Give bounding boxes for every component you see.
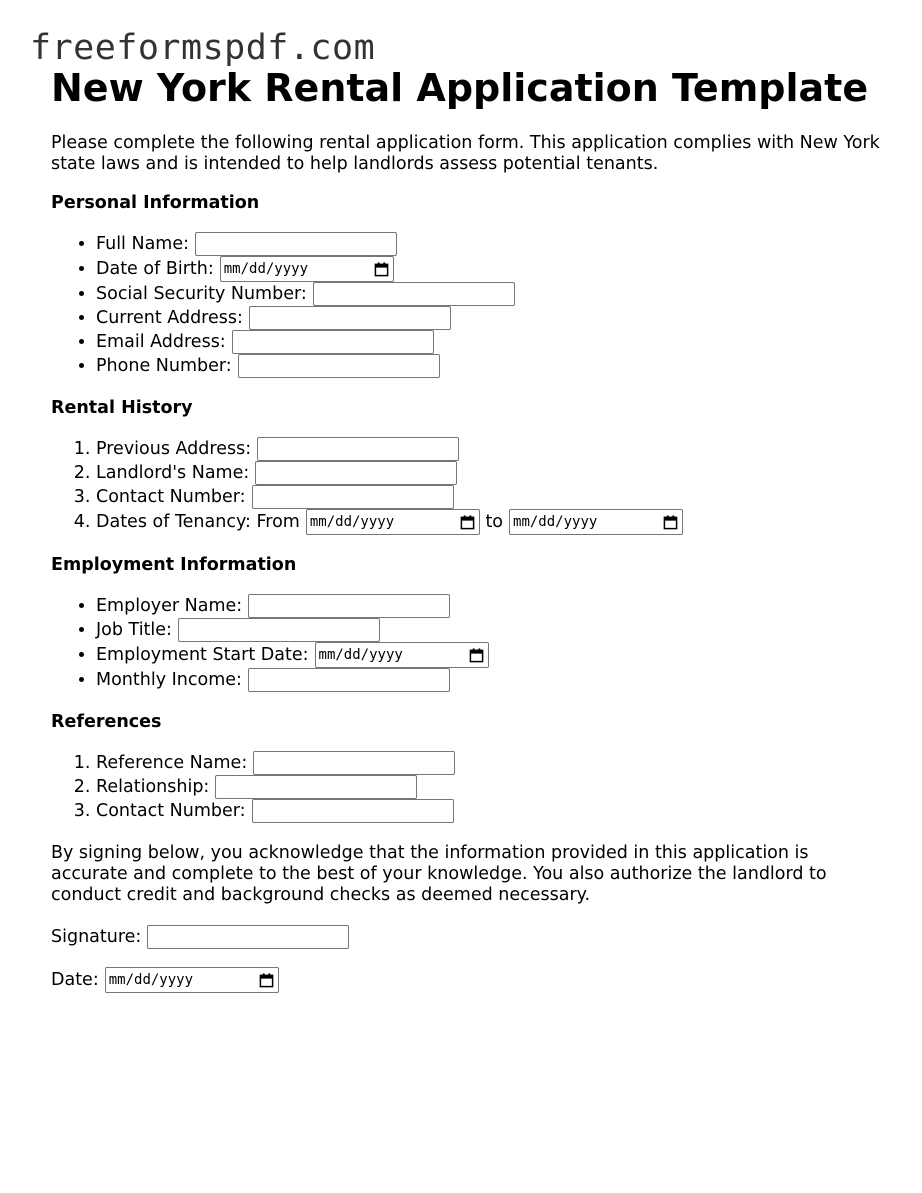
relationship-label: Relationship: <box>96 777 210 797</box>
site-watermark: freeformspdf.com <box>30 28 376 68</box>
intro-text: Please complete the following rental application form. This application complies with New York state laws and is intended to help landlords assess potential tenants. <box>51 133 880 174</box>
date-placeholder: mm/dd/yyyy <box>309 514 395 530</box>
signature-row <box>51 925 881 949</box>
list-item <box>96 330 881 354</box>
employment-start-date-input[interactable] <box>315 642 489 668</box>
current-address-input[interactable] <box>249 306 451 330</box>
list-item <box>96 485 881 509</box>
landlord-name-label: Landlord's Name: <box>96 463 250 483</box>
prev-address-input[interactable] <box>257 437 459 461</box>
list-item <box>96 594 881 618</box>
full-name-label: Full Name: <box>96 234 190 254</box>
reference-name-input[interactable] <box>253 751 455 775</box>
list-item <box>96 509 881 535</box>
list-item <box>96 751 881 775</box>
tenancy-from-date-input[interactable] <box>306 509 480 535</box>
list-item <box>96 306 881 330</box>
rental-history-list <box>51 437 881 535</box>
calendar-icon[interactable] <box>259 973 274 988</box>
calendar-icon[interactable] <box>460 515 475 530</box>
phone-input[interactable] <box>238 354 440 378</box>
start-date-label: Employment Start Date: <box>96 645 309 665</box>
employer-name-label: Employer Name: <box>96 596 243 616</box>
monthly-income-input[interactable] <box>248 668 450 692</box>
landlord-contact-input[interactable] <box>252 485 454 509</box>
date-placeholder: mm/dd/yyyy <box>223 261 309 277</box>
signature-date-input[interactable] <box>105 967 279 993</box>
signature-input[interactable] <box>147 925 349 949</box>
reference-name-label: Reference Name: <box>96 753 248 773</box>
references-heading: References <box>51 712 162 732</box>
employer-name-input[interactable] <box>248 594 450 618</box>
list-item <box>96 232 881 256</box>
employment-list <box>51 594 881 692</box>
list-item <box>96 668 881 692</box>
landlord-contact-label: Contact Number: <box>96 487 246 507</box>
email-label: Email Address: <box>96 332 226 352</box>
list-item <box>96 799 881 823</box>
list-item <box>96 775 881 799</box>
list-item <box>96 256 881 282</box>
personal-info-heading: Personal Information <box>51 193 260 213</box>
list-item <box>96 437 881 461</box>
phone-label: Phone Number: <box>96 356 232 376</box>
personal-info-list <box>51 232 881 378</box>
relationship-input[interactable] <box>215 775 417 799</box>
tenancy-to-date-input[interactable] <box>509 509 683 535</box>
calendar-icon[interactable] <box>663 515 678 530</box>
list-item <box>96 642 881 668</box>
form-content <box>51 66 881 993</box>
date-placeholder: mm/dd/yyyy <box>318 647 403 663</box>
full-name-input[interactable] <box>195 232 397 256</box>
prev-address-label: Previous Address: <box>96 439 252 459</box>
employment-heading: Employment Information <box>51 555 297 575</box>
reference-contact-input[interactable] <box>252 799 454 823</box>
date-placeholder: mm/dd/yyyy <box>513 514 598 530</box>
email-input[interactable] <box>232 330 434 354</box>
job-title-input[interactable] <box>178 618 380 642</box>
list-item <box>96 354 881 378</box>
list-item <box>96 282 881 306</box>
landlord-name-input[interactable] <box>255 461 457 485</box>
tenancy-dates-label: Dates of Tenancy: From <box>96 512 300 532</box>
acknowledgment-text: By signing below, you acknowledge that the information provided in this application is accurate and complete to the best of your knowledge. You also authorize the landlord to conduct credit and background checks as deemed necessary. <box>51 843 827 905</box>
references-list <box>51 751 881 823</box>
current-address-label: Current Address: <box>96 308 243 328</box>
calendar-icon[interactable] <box>374 262 389 277</box>
rental-history-heading: Rental History <box>51 398 193 418</box>
signature-label: Signature: <box>51 927 142 947</box>
monthly-income-label: Monthly Income: <box>96 670 242 690</box>
calendar-icon[interactable] <box>469 648 484 663</box>
ssn-label: Social Security Number: <box>96 284 307 304</box>
page-title: New York Rental Application Template <box>51 66 869 110</box>
reference-contact-label: Contact Number: <box>96 801 246 821</box>
job-title-label: Job Title: <box>96 620 172 640</box>
date-placeholder: mm/dd/yyyy <box>108 972 194 988</box>
dob-date-input[interactable] <box>220 256 394 282</box>
list-item <box>96 618 881 642</box>
dob-label: Date of Birth: <box>96 259 214 279</box>
tenancy-to-label: to <box>485 512 504 532</box>
date-row <box>51 967 881 993</box>
ssn-input[interactable] <box>313 282 515 306</box>
date-label: Date: <box>51 970 99 990</box>
list-item <box>96 461 881 485</box>
